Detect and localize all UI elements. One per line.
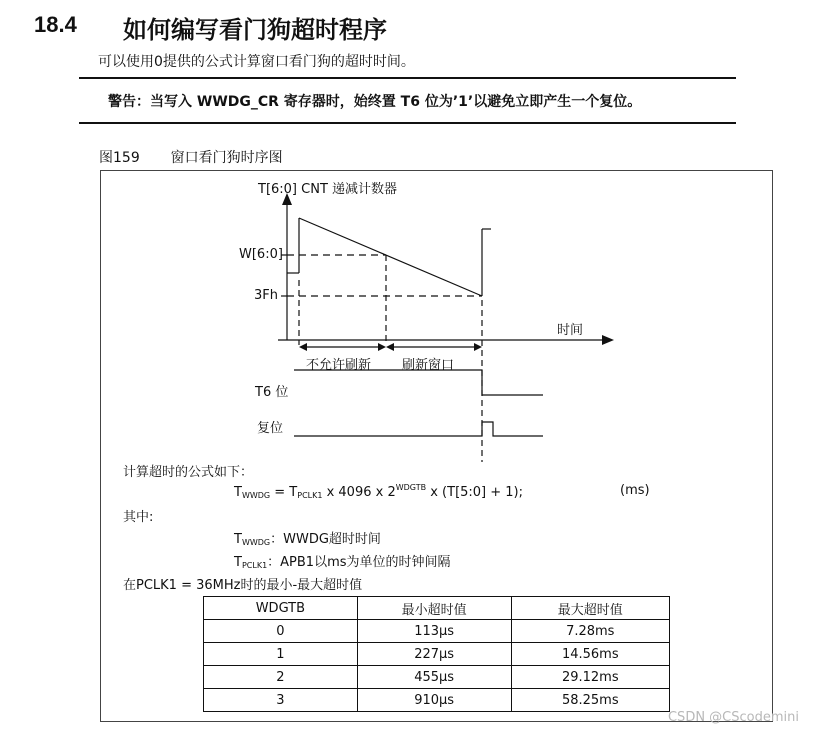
cell-max: 58.25ms (511, 689, 669, 712)
no-refresh-label: 不允许刷新 (306, 358, 372, 373)
reset-label: 复位 (257, 421, 284, 436)
cell-max: 14.56ms (511, 643, 669, 666)
refresh-window-arrow-left (386, 343, 394, 351)
reset-waveform (294, 422, 543, 436)
formula-intro: 计算超时的公式如下： (123, 465, 254, 480)
formula-t: T (234, 485, 242, 500)
def2-t: T (234, 555, 242, 570)
x-axis-label: 时间 (557, 323, 584, 338)
counter-decrement-line (299, 218, 482, 296)
table-row (204, 643, 670, 666)
formula-mid: x 4096 x 2 (322, 485, 396, 500)
cell-min: 227µs (357, 643, 511, 666)
cell-wdgtb: 0 (204, 620, 358, 643)
cell-max: 7.28ms (511, 620, 669, 643)
def1-t: T (234, 532, 242, 547)
table-row (204, 689, 670, 712)
formula-wwdg-sub: WWDG (241, 491, 271, 500)
threshold-value-label: 3Fh (254, 288, 278, 303)
refresh-window-label: 刷新窗口 (402, 358, 455, 373)
t6-bit-label: T6 位 (255, 385, 289, 400)
timeout-formula (234, 483, 523, 500)
refresh-window-arrow-right (474, 343, 482, 351)
no-refresh-arrow-right (378, 343, 386, 351)
cell-min: 910µs (357, 689, 511, 712)
y-axis-label: T[6:0] CNT 递减计数器 (258, 182, 398, 197)
def2-sub: PCLK1 (241, 561, 268, 570)
watermark: CSDN @CScodemini (667, 710, 799, 725)
section-number: 18.4 (34, 12, 77, 37)
formula-exponent: WDGTB (395, 483, 427, 492)
window-value-label: W[6:0] (239, 247, 283, 262)
figure-caption-text: 窗口看门狗时序图 (170, 150, 283, 166)
table-header-row (204, 597, 670, 620)
figure-caption-number: 图159 (99, 150, 140, 166)
header-min-timeout: 最小超时值 (357, 597, 511, 620)
def1-sub: WWDG (241, 538, 271, 547)
cell-max: 29.12ms (511, 666, 669, 689)
definition-tpclk1 (234, 551, 451, 570)
formula-unit: (ms) (620, 483, 650, 498)
formula-eq: = T (270, 485, 298, 500)
definition-twwdg (234, 528, 381, 547)
cell-wdgtb: 2 (204, 666, 358, 689)
section-title: 如何编写看门狗超时程序 (123, 16, 387, 44)
t6-waveform (294, 370, 543, 395)
header-wdgtb: WDGTB (204, 597, 358, 620)
table-caption: 在PCLK1 = 36MHz时的最小-最大超时值 (123, 578, 363, 593)
table-row (204, 666, 670, 689)
warning-text: 警告：当写入 WWDG_CR 寄存器时，始终置 T6 位为’1’以避免立即产生一个复位。 (108, 94, 642, 110)
cell-wdgtb: 3 (204, 689, 358, 712)
cell-wdgtb: 1 (204, 643, 358, 666)
cell-min: 113µs (357, 620, 511, 643)
formula-tail: x (T[5:0] + 1); (426, 485, 524, 500)
def2-text: ：APB1以ms为单位的时钟间隔 (267, 555, 451, 570)
cell-min: 455µs (357, 666, 511, 689)
x-axis-arrow (602, 335, 614, 345)
formula-pclk-sub: PCLK1 (297, 491, 323, 500)
where-label: 其中: (123, 510, 154, 525)
intro-text: 可以使用0提供的公式计算窗口看门狗的超时时间。 (98, 54, 415, 70)
header-max-timeout: 最大超时值 (511, 597, 669, 620)
no-refresh-arrow-left (299, 343, 307, 351)
table-row (204, 620, 670, 643)
def1-text: ：WWDG超时时间 (270, 532, 381, 547)
timeout-table (203, 596, 670, 712)
